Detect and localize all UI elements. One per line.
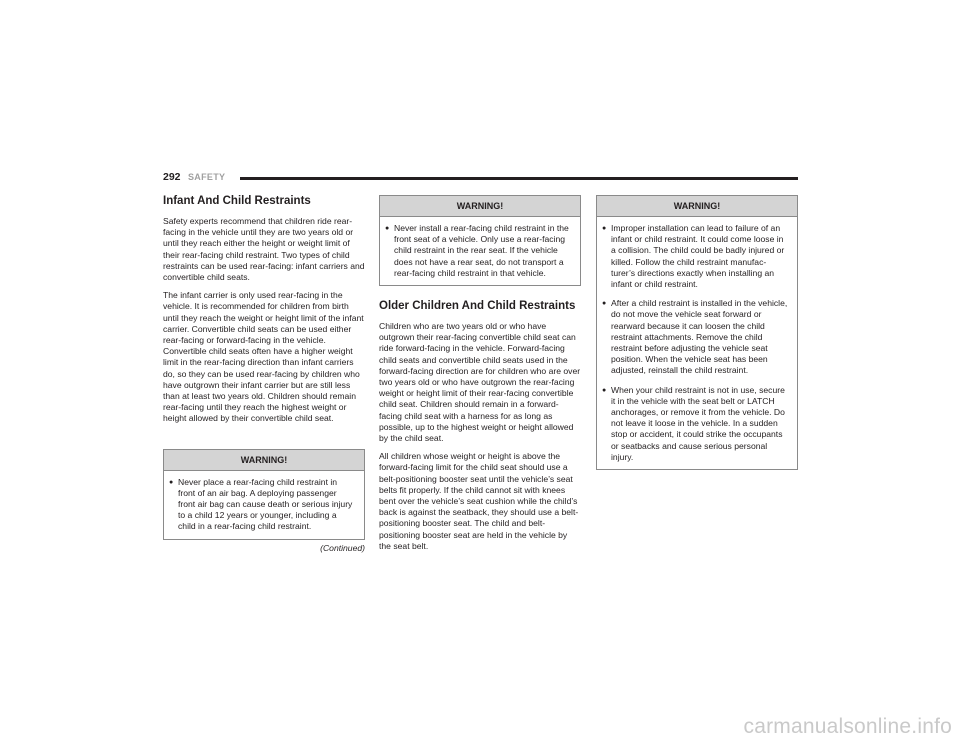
warning-text: After a child restraint is installed in the vehicle, do not move the vehicle seat forward or rearward because it can loosen the child restraint attachments. Remove the child restraint before adjusting the vehicle seat position. When the vehicle seat has been adjusted, reinstall the child restraint. [611, 298, 788, 376]
warning-text: When your child restraint is not in use, secure it in the vehicle with the seat belt or LATCH anchorages, or remove it from the vehicle. Do not leave it loose in the vehicle. In a sudden stop or accident, it could strike the occupants or seatbacks and cause serious personal injury. [611, 384, 785, 462]
warning-text: Never place a rear-facing child restraint in front of an air bag. A deploying passenger front air bag can cause death or serious injury to a child 12 years or younger, including a child in a rear-facing child restraint. [178, 476, 353, 532]
continued-label: (Continued) [320, 542, 365, 553]
section-heading-older-children: Older Children And Child Restraints [379, 300, 576, 313]
paragraph: All children whose weight or height is above the forward-facing limit for the child seat should use a belt-positioning booster seat until the vehicle’s seat belts fit properly. If the child cannot sit with knees bent over the vehicle’s seat cushion while the child’s back is against the seatback, they should use a belt-positioning booster seat. The child and belt-positioning booster seat are held in the vehicle by the seat belt. [379, 451, 579, 551]
warning-item [385, 223, 572, 279]
warning-item [602, 385, 789, 463]
header-rule [240, 177, 798, 180]
column-1 [163, 195, 365, 553]
paragraph: The infant carrier is only used rear-facing in the vehicle. It is recommended for children from birth until they reach the weight or height limit of the infant carrier. Convertible child seats can be used either rear-facing or forward-facing in the vehicle. Convertible child seats often have a higher weight limit in the rear-facing direction than infant carriers do, so they can be used rear-facing by children who have outgrown their infant carrier but are still less than at least two years old. Children should remain rear-facing until they reach the highest weight or height allowed by their convertible child seat. [163, 290, 364, 424]
warning-box [596, 195, 798, 470]
bullet-icon: ● [602, 300, 607, 308]
paragraph: Safety experts recommend that children ride rear-facing in the vehicle until they are two years old or until they reach either the height or weight limit of their rear-facing child restraint. Two types of child restraints can be used rear-facing: infant carriers and convertible child seats. [163, 216, 365, 283]
paragraph: Children who are two years old or who have outgrown their rear-facing convertible child seat can ride forward-facing in the vehicle. Forward-facing child seats and convertible child seats used in the forward-facing direction are for children who are over two years old or who have outgrown the rear-facing weight or height limit of their rear-facing convertible child seat. Children should remain in a forward-facing child seat with a harness for as long as possible, up to the highest weight or height allowed by the child seat. [379, 321, 581, 444]
watermark: carmanualsonline.info [743, 715, 952, 738]
bullet-icon: ● [385, 225, 390, 232]
warning-text: Never install a rear-facing child restraint in the front seat of a vehicle. Only use a rear-facing child restraint in the rear seat. If the vehicle does not have a rear seat, do not transport a rear-facing child restraint in that vehicle. [394, 223, 569, 278]
bullet-icon: ● [169, 478, 174, 486]
warning-box [379, 195, 581, 286]
bullet-icon: ● [602, 225, 607, 232]
section-title: SAFETY [188, 171, 226, 182]
column-3 [596, 195, 798, 470]
page-header [163, 170, 798, 186]
section-heading-infant: Infant And Child Restraints [163, 195, 311, 207]
warning-box [163, 449, 365, 540]
warning-item [169, 477, 356, 533]
bullet-icon: ● [602, 386, 607, 394]
warning-title: WARNING! [380, 196, 580, 217]
warning-title: WARNING! [597, 196, 797, 217]
warning-item [602, 298, 789, 376]
warning-title: WARNING! [164, 450, 364, 471]
column-2 [379, 195, 581, 559]
page-number: 292 [163, 171, 181, 183]
warning-item [602, 223, 789, 290]
warning-text: Improper installation can lead to failure of an infant or child restraint. It could come loose in a collision. The child could be badly injured or killed. Follow the child restraint manufac-turer’s directions exactly when installing an infant or child restraint. [611, 223, 785, 290]
